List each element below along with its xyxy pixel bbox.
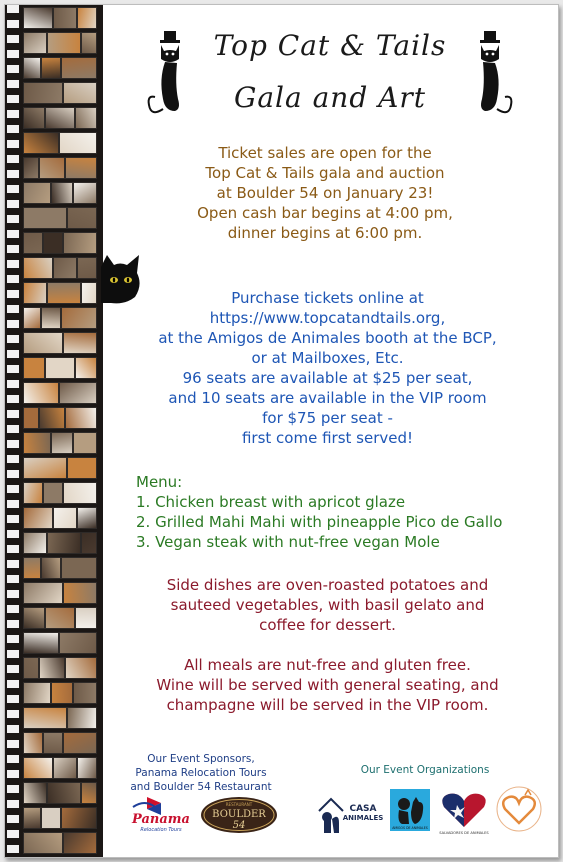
svg-text:RESTAURANT: RESTAURANT	[225, 802, 253, 807]
film-photo	[41, 307, 61, 329]
film-photo	[23, 207, 67, 229]
film-frame-row	[23, 157, 99, 179]
film-photo	[23, 32, 47, 54]
cat-silhouette-icon	[467, 29, 515, 121]
film-frame-row	[23, 607, 99, 629]
film-frame-row	[23, 582, 99, 604]
film-frame-row	[23, 257, 99, 279]
film-photo	[23, 732, 43, 754]
film-photo	[23, 232, 43, 254]
film-frame-row	[23, 182, 99, 204]
film-photo	[23, 457, 67, 479]
film-frame-row	[23, 507, 99, 529]
film-photo	[51, 682, 73, 704]
film-frame-row	[23, 207, 99, 229]
purchase-url[interactable]: https://www.topcatandtails.org,	[209, 309, 446, 327]
film-photo	[81, 282, 97, 304]
film-photo	[61, 307, 97, 329]
meals-line: champagne will be served in the VIP room.	[166, 696, 489, 714]
film-photo	[51, 432, 73, 454]
film-photo	[23, 707, 67, 729]
film-photo	[23, 157, 39, 179]
title-line-2: Gala and Art	[233, 81, 427, 114]
svg-text:ANIMALES: ANIMALES	[342, 814, 384, 822]
film-photo	[23, 782, 47, 804]
film-frame-row	[23, 82, 99, 104]
ticket-line: Ticket sales are open for the	[218, 144, 432, 162]
film-photo	[23, 82, 63, 104]
title-line-1: Top Cat & Tails	[213, 29, 447, 62]
film-frame-row	[23, 532, 99, 554]
film-photo	[45, 357, 75, 379]
film-photo	[47, 32, 81, 54]
film-photo	[67, 707, 97, 729]
film-photo	[77, 757, 97, 779]
purchase-line: at the Amigos de Animales booth at the BCP,	[158, 329, 497, 347]
film-frame-row	[23, 557, 99, 579]
svg-text:CASA: CASA	[349, 804, 377, 814]
casa-animales-logo	[315, 789, 385, 835]
poster	[4, 4, 559, 858]
film-photo	[23, 382, 59, 404]
purchase-line: 96 seats are available at $25 per seat,	[182, 369, 473, 387]
film-photo	[23, 682, 51, 704]
film-photo	[73, 432, 97, 454]
film-photo	[39, 657, 65, 679]
film-frame-row	[23, 757, 99, 779]
film-photo	[43, 482, 63, 504]
film-sprockets	[7, 5, 19, 857]
film-photo	[51, 182, 73, 204]
meal-notes	[125, 655, 530, 715]
purchase-info	[125, 288, 530, 448]
film-photo	[53, 257, 77, 279]
svg-text:BOULDER: BOULDER	[212, 809, 266, 820]
meals-line: All meals are nut-free and gluten free.	[184, 656, 471, 674]
film-photo	[41, 57, 61, 79]
film-photo	[73, 682, 97, 704]
svg-text:SALVADORES DE ANIMALES: SALVADORES DE ANIMALES	[439, 831, 489, 835]
purchase-line: and 10 seats are available in the VIP room	[168, 389, 487, 407]
film-photo	[73, 182, 97, 204]
film-photo	[77, 7, 97, 29]
ticket-line: dinner begins at 6:00 pm.	[227, 224, 423, 242]
film-photo	[23, 807, 41, 829]
film-frame-row	[23, 457, 99, 479]
panama-relocation-logo	[125, 793, 197, 833]
film-frame-row	[23, 832, 99, 854]
film-frame-row	[23, 707, 99, 729]
film-frame-row	[23, 357, 99, 379]
salvadores-de-animales-logo	[437, 789, 491, 835]
film-photo	[45, 607, 75, 629]
film-frame-row	[23, 232, 99, 254]
film-photo	[59, 632, 97, 654]
film-photo	[23, 757, 53, 779]
film-frame-row	[23, 682, 99, 704]
film-frame-row	[23, 432, 99, 454]
film-frame-row	[23, 782, 99, 804]
film-photo	[45, 107, 75, 129]
film-photo	[75, 607, 97, 629]
film-photo	[43, 732, 63, 754]
film-photo	[23, 557, 41, 579]
organizations-heading: Our Event Organizations	[360, 764, 490, 776]
film-frame-row	[23, 332, 99, 354]
film-photo	[23, 132, 59, 154]
film-photo	[23, 257, 53, 279]
film-photo	[47, 532, 81, 554]
film-photo	[23, 532, 47, 554]
menu-heading: Menu:	[136, 473, 183, 491]
film-photo	[23, 407, 39, 429]
film-photo	[39, 407, 65, 429]
film-photo	[23, 357, 45, 379]
film-photo	[63, 232, 97, 254]
film-frame-row	[23, 732, 99, 754]
film-photo	[61, 557, 97, 579]
ticket-line: Open cash bar begins at 4:00 pm,	[197, 204, 453, 222]
film-photo	[81, 532, 97, 554]
film-photo	[39, 157, 65, 179]
film-photo	[63, 332, 97, 354]
film-photo	[63, 82, 97, 104]
ticket-line: Top Cat & Tails gala and auction	[205, 164, 445, 182]
film-photo	[63, 732, 97, 754]
film-photo	[63, 832, 97, 854]
menu-item: 2. Grilled Mahi Mahi with pineapple Pico de Gallo	[136, 513, 503, 531]
film-frame-row	[23, 107, 99, 129]
film-photo	[81, 32, 97, 54]
film-photo	[47, 282, 81, 304]
film-photo	[23, 307, 41, 329]
boulder-54-logo	[199, 795, 279, 835]
film-photo	[23, 332, 63, 354]
film-frames	[23, 7, 99, 857]
film-photo	[81, 782, 97, 804]
film-frame-row	[23, 482, 99, 504]
film-photo	[59, 132, 97, 154]
sides-line: sauteed vegetables, with basil gelato and	[170, 596, 485, 614]
ticket-line: at Boulder 54 on January 23!	[216, 184, 434, 202]
hearts-rescue-logo	[495, 785, 543, 833]
film-photo	[53, 507, 77, 529]
film-photo	[23, 57, 41, 79]
film-frame-row	[23, 132, 99, 154]
film-frame-row	[23, 632, 99, 654]
film-frame-row	[23, 307, 99, 329]
film-frame-row	[23, 7, 99, 29]
purchase-line: or at Mailboxes, Etc.	[251, 349, 404, 367]
film-photo	[61, 807, 97, 829]
cat-silhouette-icon	[145, 29, 193, 121]
film-photo	[75, 107, 97, 129]
film-frame-row	[23, 657, 99, 679]
film-photo	[75, 357, 97, 379]
film-photo	[23, 582, 63, 604]
film-photo	[65, 157, 97, 179]
menu-item: 3. Vegan steak with nut-free vegan Mole	[136, 533, 440, 551]
film-photo	[41, 557, 61, 579]
sponsors-line: Panama Relocation Tours	[135, 767, 267, 779]
film-photo	[23, 432, 51, 454]
sponsors-line: Our Event Sponsors,	[147, 753, 255, 765]
film-photo	[23, 832, 63, 854]
sponsors-line: and Boulder 54 Restaurant	[130, 781, 272, 793]
film-photo	[67, 207, 97, 229]
film-photo	[77, 507, 97, 529]
purchase-line: for $75 per seat -	[262, 409, 393, 427]
film-frame-row	[23, 807, 99, 829]
ticket-info	[155, 143, 495, 243]
film-photo	[65, 407, 97, 429]
film-photo	[41, 807, 61, 829]
film-photo	[43, 232, 63, 254]
side-dishes	[125, 575, 530, 635]
film-photo	[53, 757, 77, 779]
purchase-line: Purchase tickets online at	[231, 289, 424, 307]
film-photo	[77, 257, 97, 279]
sides-line: coffee for dessert.	[259, 616, 396, 634]
film-photo	[61, 57, 97, 79]
film-photo	[63, 582, 97, 604]
film-photo	[59, 382, 97, 404]
svg-text:AMIGOS DE ANIMALES: AMIGOS DE ANIMALES	[392, 826, 428, 830]
film-strip	[5, 5, 103, 857]
sides-line: Side dishes are oven-roasted potatoes and	[166, 576, 489, 594]
film-photo	[47, 782, 81, 804]
film-photo	[65, 657, 97, 679]
film-photo	[23, 282, 47, 304]
svg-text:54: 54	[232, 820, 246, 831]
film-photo	[23, 482, 43, 504]
meals-line: Wine will be served with general seating, and	[156, 676, 499, 694]
purchase-line: first come first served!	[241, 429, 414, 447]
film-photo	[23, 507, 53, 529]
menu	[136, 472, 556, 552]
menu-item: 1. Chicken breast with apricot glaze	[136, 493, 406, 511]
film-photo	[23, 7, 53, 29]
film-frame-row	[23, 407, 99, 429]
film-photo	[53, 7, 77, 29]
film-photo	[23, 632, 59, 654]
film-photo	[23, 182, 51, 204]
film-photo	[63, 482, 97, 504]
svg-text:Panama: Panama	[132, 812, 190, 827]
film-photo	[23, 107, 45, 129]
film-photo	[23, 657, 39, 679]
film-frame-row	[23, 382, 99, 404]
svg-text:Relocation Tours: Relocation Tours	[140, 827, 182, 833]
film-frame-row	[23, 57, 99, 79]
film-photo	[67, 457, 97, 479]
film-frame-row	[23, 32, 99, 54]
film-frame-row	[23, 282, 99, 304]
film-photo	[23, 607, 45, 629]
amigos-de-animales-logo	[389, 788, 431, 832]
sponsors-text	[121, 752, 281, 794]
